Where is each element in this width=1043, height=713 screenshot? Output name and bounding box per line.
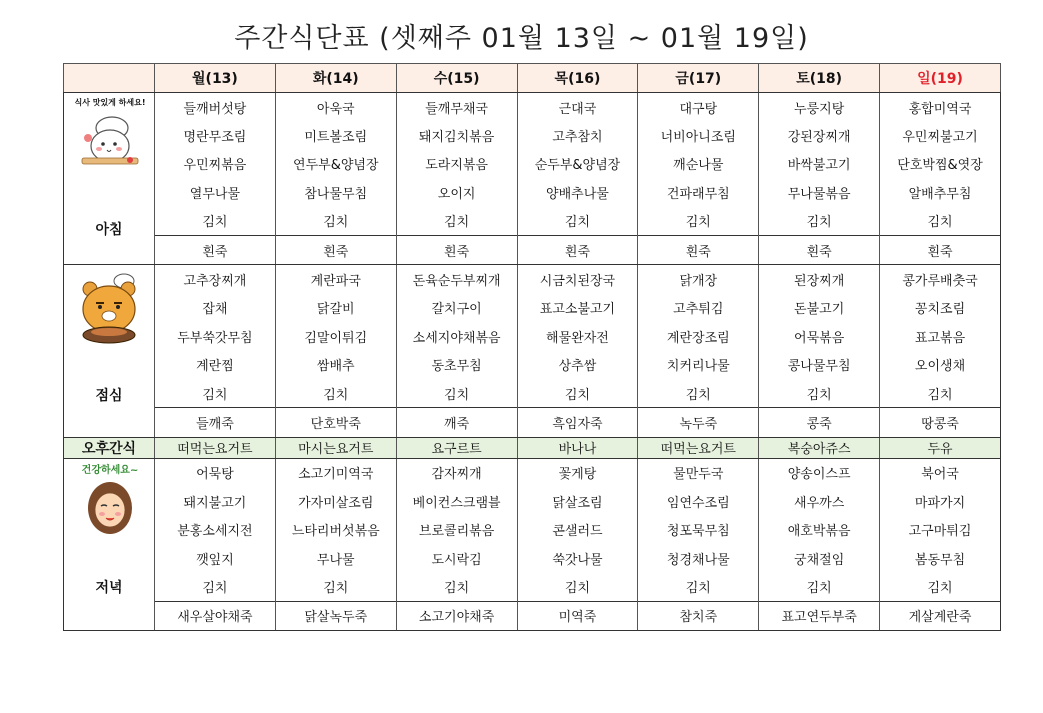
menu-cell: 강된장찌개 <box>759 121 880 149</box>
menu-cell: 알배추무침 <box>880 178 1001 206</box>
menu-cell: 연두부&양념장 <box>275 150 396 178</box>
menu-cell: 녹두죽 <box>638 408 759 437</box>
day-header: 수(15) <box>396 64 517 93</box>
lunch-row <box>64 265 1001 294</box>
menu-cell: 아욱국 <box>275 93 396 122</box>
menu-cell: 돈육순두부찌개 <box>396 265 517 294</box>
menu-cell: 근대국 <box>517 93 638 122</box>
menu-cell: 동초무침 <box>396 351 517 379</box>
menu-cell: 김치 <box>396 572 517 601</box>
menu-cell: 계란장조림 <box>638 322 759 350</box>
menu-cell: 고추참치 <box>517 121 638 149</box>
menu-cell: 대구탕 <box>638 93 759 122</box>
menu-cell: 표고연두부죽 <box>759 601 880 630</box>
snack-row <box>64 437 1001 458</box>
menu-cell: 김치 <box>517 379 638 408</box>
menu-cell: 돈불고기 <box>759 294 880 322</box>
menu-cell: 표고소불고기 <box>517 294 638 322</box>
snack-cell: 두유 <box>880 437 1001 458</box>
menu-cell: 김치 <box>759 572 880 601</box>
menu-cell: 어묵볶음 <box>759 322 880 350</box>
menu-cell: 가자미살조림 <box>275 487 396 515</box>
breakfast-row <box>64 207 1001 236</box>
menu-cell: 봄동무침 <box>880 544 1001 572</box>
menu-cell: 김치 <box>275 572 396 601</box>
menu-cell: 흰죽 <box>517 235 638 264</box>
menu-cell: 참치죽 <box>638 601 759 630</box>
menu-cell: 콩가루배춧국 <box>880 265 1001 294</box>
menu-cell: 닭갈비 <box>275 294 396 322</box>
menu-cell: 김치 <box>638 379 759 408</box>
menu-cell: 소고기야채죽 <box>396 601 517 630</box>
menu-cell: 베이컨스크램블 <box>396 487 517 515</box>
menu-cell: 흰죽 <box>638 235 759 264</box>
menu-cell: 흑임자죽 <box>517 408 638 437</box>
page-title: 주간식단표 (셋째주 01월 13일 ~ 01월 19일) <box>234 23 809 54</box>
menu-cell: 바싹불고기 <box>759 150 880 178</box>
menu-cell: 단호박죽 <box>275 408 396 437</box>
breakfast-row <box>64 93 1001 122</box>
menu-cell: 너비아니조림 <box>638 121 759 149</box>
corner-cell <box>64 64 155 93</box>
menu-cell: 미트볼조림 <box>275 121 396 149</box>
menu-cell: 해물완자전 <box>517 322 638 350</box>
menu-cell: 브로콜리볶음 <box>396 515 517 543</box>
menu-cell: 물만두국 <box>638 458 759 487</box>
menu-cell: 흰죽 <box>275 235 396 264</box>
day-header: 금(17) <box>638 64 759 93</box>
lunch-row <box>64 351 1001 379</box>
menu-cell: 새우까스 <box>759 487 880 515</box>
menu-cell: 마파가지 <box>880 487 1001 515</box>
dinner-row <box>64 572 1001 601</box>
menu-cell: 김치 <box>275 207 396 236</box>
breakfast-row <box>64 150 1001 178</box>
lunch-label: 점심 <box>95 388 123 405</box>
menu-cell: 홍합미역국 <box>880 93 1001 122</box>
menu-cell: 소고기미역국 <box>275 458 396 487</box>
menu-cell: 콘샐러드 <box>517 515 638 543</box>
menu-cell: 깻잎지 <box>155 544 276 572</box>
snack-cell: 떠먹는요거트 <box>155 437 276 458</box>
menu-cell: 들깨무채국 <box>396 93 517 122</box>
menu-cell: 새우살야채죽 <box>155 601 276 630</box>
menu-cell: 콩죽 <box>759 408 880 437</box>
sticker-caption: 식사 맛있게 하세요! <box>74 98 146 107</box>
menu-cell: 우민찌불고기 <box>880 121 1001 149</box>
day-header: 토(18) <box>759 64 880 93</box>
day-header: 월(13) <box>155 64 276 93</box>
snack-cell: 복숭아쥬스 <box>759 437 880 458</box>
girl-face-icon <box>74 476 146 536</box>
bear-sticker <box>74 271 146 343</box>
menu-cell: 어묵탕 <box>155 458 276 487</box>
menu-cell: 돼지불고기 <box>155 487 276 515</box>
menu-cell: 단호박찜&엿장 <box>880 150 1001 178</box>
sticker-caption: 건강하세요~ <box>81 464 139 476</box>
menu-cell: 김치 <box>155 379 276 408</box>
menu-cell: 흰죽 <box>396 235 517 264</box>
menu-cell: 쌈배추 <box>275 351 396 379</box>
menu-cell: 명란무조림 <box>155 121 276 149</box>
dinner-label-cell <box>64 458 155 630</box>
menu-cell: 쑥갓나물 <box>517 544 638 572</box>
menu-cell: 돼지김치볶음 <box>396 121 517 149</box>
menu-cell: 오이생채 <box>880 351 1001 379</box>
menu-cell: 임연수조림 <box>638 487 759 515</box>
menu-cell: 김치 <box>155 572 276 601</box>
menu-cell: 두부쑥갓무침 <box>155 322 276 350</box>
menu-cell: 흰죽 <box>759 235 880 264</box>
menu-cell: 도라지볶음 <box>396 150 517 178</box>
menu-cell: 궁채절임 <box>759 544 880 572</box>
menu-cell: 북어국 <box>880 458 1001 487</box>
dinner-row <box>64 601 1001 630</box>
menu-cell: 갈치구이 <box>396 294 517 322</box>
menu-cell: 양배추나물 <box>517 178 638 206</box>
dinner-row <box>64 458 1001 487</box>
girl-sticker <box>74 461 146 533</box>
menu-cell: 건파래무침 <box>638 178 759 206</box>
menu-cell: 콩나물무침 <box>759 351 880 379</box>
menu-cell: 감자찌개 <box>396 458 517 487</box>
menu-cell: 표고볶음 <box>880 322 1001 350</box>
dinner-row <box>64 515 1001 543</box>
menu-cell: 김치 <box>638 207 759 236</box>
menu-cell: 김치 <box>759 207 880 236</box>
menu-cell: 고추장찌개 <box>155 265 276 294</box>
menu-cell: 김말이튀김 <box>275 322 396 350</box>
menu-cell: 닭살조림 <box>517 487 638 515</box>
menu-cell: 김치 <box>155 207 276 236</box>
menu-cell: 청포묵무침 <box>638 515 759 543</box>
lunch-label-cell <box>64 265 155 437</box>
menu-cell: 닭개장 <box>638 265 759 294</box>
menu-cell: 된장찌개 <box>759 265 880 294</box>
menu-cell: 도시락김 <box>396 544 517 572</box>
menu-cell: 느타리버섯볶음 <box>275 515 396 543</box>
menu-cell: 김치 <box>880 207 1001 236</box>
lunch-row <box>64 294 1001 322</box>
menu-cell: 땅콩죽 <box>880 408 1001 437</box>
menu-cell: 김치 <box>517 572 638 601</box>
snack-label: 오후간식 <box>64 437 155 458</box>
menu-cell: 게살계란죽 <box>880 601 1001 630</box>
menu-cell: 꽃게탕 <box>517 458 638 487</box>
snack-cell: 떠먹는요거트 <box>638 437 759 458</box>
menu-cell: 김치 <box>880 379 1001 408</box>
day-header-sunday: 일(19) <box>880 64 1001 93</box>
menu-cell: 잡채 <box>155 294 276 322</box>
menu-cell: 청경채나물 <box>638 544 759 572</box>
menu-cell: 꽁치조림 <box>880 294 1001 322</box>
dinner-row <box>64 487 1001 515</box>
breakfast-row <box>64 235 1001 264</box>
menu-cell: 들깨죽 <box>155 408 276 437</box>
menu-cell: 시금치된장국 <box>517 265 638 294</box>
menu-cell: 애호박볶음 <box>759 515 880 543</box>
lunch-row <box>64 408 1001 437</box>
menu-cell: 김치 <box>517 207 638 236</box>
chef-sticker <box>74 97 146 169</box>
menu-cell: 김치 <box>396 379 517 408</box>
menu-cell: 김치 <box>759 379 880 408</box>
menu-cell: 깨순나물 <box>638 150 759 178</box>
menu-cell: 소세지야채볶음 <box>396 322 517 350</box>
menu-cell: 흰죽 <box>155 235 276 264</box>
day-header: 화(14) <box>275 64 396 93</box>
menu-cell: 들깨버섯탕 <box>155 93 276 122</box>
menu-cell: 흰죽 <box>880 235 1001 264</box>
menu-cell: 우민찌볶음 <box>155 150 276 178</box>
breakfast-row <box>64 178 1001 206</box>
dinner-label: 저녁 <box>95 579 123 596</box>
menu-cell: 김치 <box>880 572 1001 601</box>
menu-cell: 열무나물 <box>155 178 276 206</box>
menu-cell: 치커리나물 <box>638 351 759 379</box>
menu-cell: 오이지 <box>396 178 517 206</box>
menu-cell: 참나물무침 <box>275 178 396 206</box>
dinner-row <box>64 544 1001 572</box>
menu-cell: 무나물볶음 <box>759 178 880 206</box>
snack-cell: 마시는요거트 <box>275 437 396 458</box>
menu-cell: 김치 <box>396 207 517 236</box>
weekly-menu-table <box>63 63 1001 631</box>
menu-cell: 깨죽 <box>396 408 517 437</box>
snack-cell: 바나나 <box>517 437 638 458</box>
menu-cell: 김치 <box>275 379 396 408</box>
breakfast-label: 아침 <box>95 222 123 238</box>
bear-eating-icon <box>74 271 146 347</box>
menu-cell: 상추쌈 <box>517 351 638 379</box>
breakfast-row <box>64 121 1001 149</box>
breakfast-label-cell <box>64 93 155 265</box>
day-header-row <box>64 64 1001 93</box>
menu-cell: 김치 <box>638 572 759 601</box>
snack-cell: 요구르트 <box>396 437 517 458</box>
menu-cell: 닭살녹두죽 <box>275 601 396 630</box>
menu-cell: 양송이스프 <box>759 458 880 487</box>
menu-cell: 고추튀김 <box>638 294 759 322</box>
menu-cell: 미역죽 <box>517 601 638 630</box>
lunch-row <box>64 379 1001 408</box>
menu-cell: 고구마튀김 <box>880 515 1001 543</box>
menu-cell: 순두부&양념장 <box>517 150 638 178</box>
menu-cell: 계란파국 <box>275 265 396 294</box>
menu-cell: 누룽지탕 <box>759 93 880 122</box>
chef-cat-icon <box>74 108 146 168</box>
lunch-row <box>64 322 1001 350</box>
menu-cell: 계란찜 <box>155 351 276 379</box>
menu-cell: 분홍소세지전 <box>155 515 276 543</box>
menu-cell: 무나물 <box>275 544 396 572</box>
day-header: 목(16) <box>517 64 638 93</box>
